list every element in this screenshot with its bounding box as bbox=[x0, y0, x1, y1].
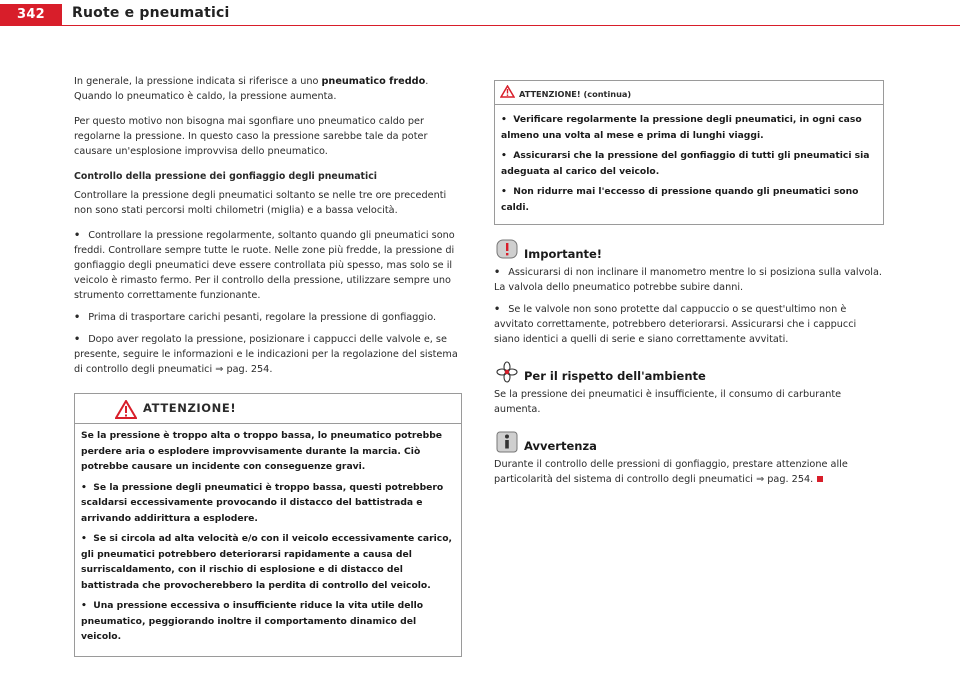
environment-heading bbox=[494, 361, 884, 385]
warning-continued-header bbox=[495, 81, 883, 105]
page-number: 342 bbox=[0, 4, 62, 26]
warning-header bbox=[75, 394, 461, 424]
left-column bbox=[74, 74, 462, 657]
page-title: Ruote e pneumatici bbox=[72, 5, 230, 21]
paragraph-check-conditions: Controllare la pressione degli pneumatici soltanto se nelle tre ore precedenti non sono stati percorsi molti chilometri (miglia) e a bassa velocità. bbox=[74, 190, 447, 216]
warning-continued-label: ATTENZIONE! (continua) bbox=[519, 89, 632, 99]
list-item: • Se la pressione degli pneumatici è troppo bassa, questi potrebbero scaldarsi eccessivamente provocando il distacco del battistrada e arrivando addirittura a esplodere. bbox=[81, 481, 444, 524]
intro-paragraph: In generale, la pressione indicata si riferisce a uno pneumatico freddo. Quando lo pneumatico è caldo, la pressione aumenta. bbox=[74, 76, 429, 102]
page-header bbox=[0, 0, 960, 27]
list-item: • Una pressione eccessiva o insufficiente riduce la vita utile dello pneumatico, peggiorando inoltre il comportamento dinamico del veicolo. bbox=[81, 600, 424, 642]
right-column bbox=[494, 80, 884, 487]
exclamation-icon bbox=[496, 239, 518, 259]
list-item: • Non ridurre mai l'eccesso di pressione quando gli pneumatici sono caldi. bbox=[501, 186, 859, 213]
important-title: Importante! bbox=[524, 247, 603, 261]
info-icon bbox=[496, 431, 518, 453]
list-item: • Verificare regolarmente la pressione degli pneumatici, in ogni caso almeno una volta al mese e prima di lunghi viaggi. bbox=[501, 114, 862, 141]
warning-triangle-icon bbox=[500, 85, 515, 98]
list-item: • Assicurarsi che la pressione del gonfiaggio di tutti gli pneumatici sia adeguata al carico del veicolo. bbox=[501, 150, 870, 177]
list-item: • Prima di trasportare carichi pesanti, regolare la pressione di gonfiaggio. bbox=[74, 312, 437, 323]
list-item: • Se le valvole non sono protette dal cappuccio o se quest'ultimo non è avvitato correttamente, potrebbero deteriorarsi. Assicurarsi che i cappucci siano identici a quelli di serie e siano correttamente avvitati. bbox=[494, 304, 857, 345]
warning-label: ATTENZIONE! bbox=[143, 401, 237, 415]
warning-box bbox=[74, 393, 462, 657]
note-title: Avvertenza bbox=[524, 439, 597, 453]
list-item: • Assicurarsi di non inclinare il manometro mentre lo si posiziona sulla valvola. La valvola dello pneumatico potrebbe subire danni. bbox=[494, 267, 882, 293]
list-item: • Dopo aver regolato la pressione, posizionare i cappucci delle valvole e, se presente, seguire le informazioni e le indicazioni per la regolazione del sistema di controllo degli pneumatici ⇒ pag. 254. bbox=[74, 334, 458, 375]
end-mark bbox=[817, 476, 823, 482]
warning-continued-body bbox=[495, 105, 883, 224]
list-item: • Controllare la pressione regolarmente, soltanto quando gli pneumatici sono freddi. Controllare sempre tutte le ruote. Nelle zone più fredde, la pressione di gonfiaggio degli pneumatici deve essere controllata più spesso, mas solo se il veicolo è rimasto fermo. Per il controllo della pressione, utilizzare sempre uno strumento correttamente funzionante. bbox=[74, 230, 455, 301]
paragraph-hot-tyre: Per questo motivo non bisogna mai sgonfiare uno pneumatico caldo per regolarne la pressione. In questo caso la pressione sarebbe tale da poter causare un'esplosione improvvisa dello pneumatico. bbox=[74, 116, 428, 157]
warning-continued-box bbox=[494, 80, 884, 225]
section-subheading: Controllo della pressione dei gonfiaggio degli pneumatici bbox=[74, 171, 377, 182]
warning-body bbox=[75, 424, 461, 656]
warning-triangle-icon bbox=[115, 400, 137, 419]
header-rule bbox=[62, 25, 960, 26]
important-heading bbox=[494, 239, 884, 263]
note-text: Durante il controllo delle pressioni di gonfiaggio, prestare attenzione alle particolarità del sistema di controllo degli pneumatici ⇒ pag. 254. bbox=[494, 459, 848, 485]
warning-intro: Se la pressione è troppo alta o troppo bassa, lo pneumatico potrebbe perdere aria o esplodere improvvisamente durante la marcia. Ciò potrebbe causare un incidente con conseguenze gravi. bbox=[81, 430, 443, 472]
important-body bbox=[494, 265, 884, 347]
flower-icon bbox=[496, 361, 518, 383]
environment-title: Per il rispetto dell'ambiente bbox=[524, 369, 706, 383]
environment-text: Se la pressione dei pneumatici è insufficiente, il consumo di carburante aumenta. bbox=[494, 389, 842, 415]
list-item: • Se si circola ad alta velocità e/o con il veicolo eccessivamente carico, gli pneumatici potrebbero deteriorarsi rapidamente a causa del surriscaldamento, con il rischio di esplosione e di distacco del battistrada che provocherebbero la perdita di controllo del veicolo. bbox=[81, 533, 453, 591]
note-heading bbox=[494, 431, 884, 455]
